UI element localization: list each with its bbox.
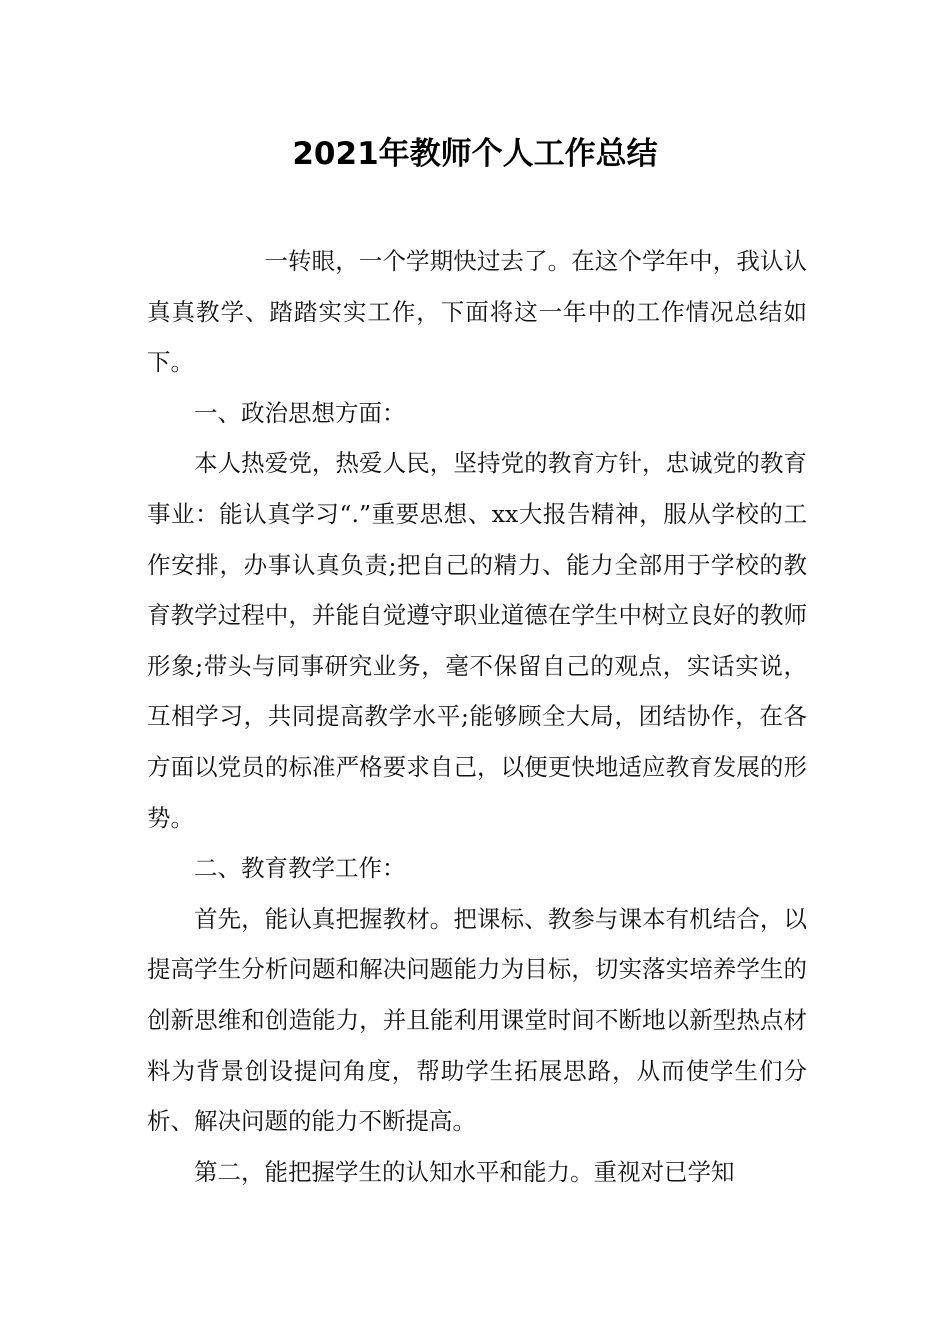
teaching-paragraph-first: 首先，能认真把握教材。把课标、教参与课本有机结合，以提高学生分析问题和解决问题能力为目标，切实落实培养学生的创新思维和创造能力，并且能利用课堂时间不断地以新型热点材料为背景创设提问角度，帮助学生拓展思路，从而使学生们分析、解决问题的能力不断提高。 xyxy=(147,904,807,1136)
section-heading-political: 一、政治思想方面： xyxy=(194,398,406,427)
intro-paragraph: 一转眼，一个学期快过去了。在这个学年中，我认认真真教学、踏踏实实工作，下面将这一年中的工作情况总结如下。 xyxy=(147,247,807,377)
teaching-paragraph-second: 第二，能把握学生的认知水平和能力。重视对已学知 xyxy=(194,1157,735,1186)
political-paragraph: 本人热爱党，热爱人民，坚持党的教育方针，忠诚党的教育事业：能认真学习“.”重要思想、xx大报告精神，服从学校的工作安排，办事认真负责;把自己的精力、能力全部用于学校的教育教学过程中，并能自觉遵守职业道德在学生中树立良好的教师形象;带头与同事研究业务，毫不保留自己的观点，实话实说，互相学习，共同提高教学水平;能够顾全大局，团结协作，在各方面以党员的标准严格要求自己，以便更快地适应教育发展的形势。 xyxy=(147,449,807,832)
document-title: 2021年教师个人工作总结 xyxy=(292,136,658,172)
document-body xyxy=(147,236,807,1197)
section-heading-teaching: 二、教育教学工作： xyxy=(194,854,406,883)
